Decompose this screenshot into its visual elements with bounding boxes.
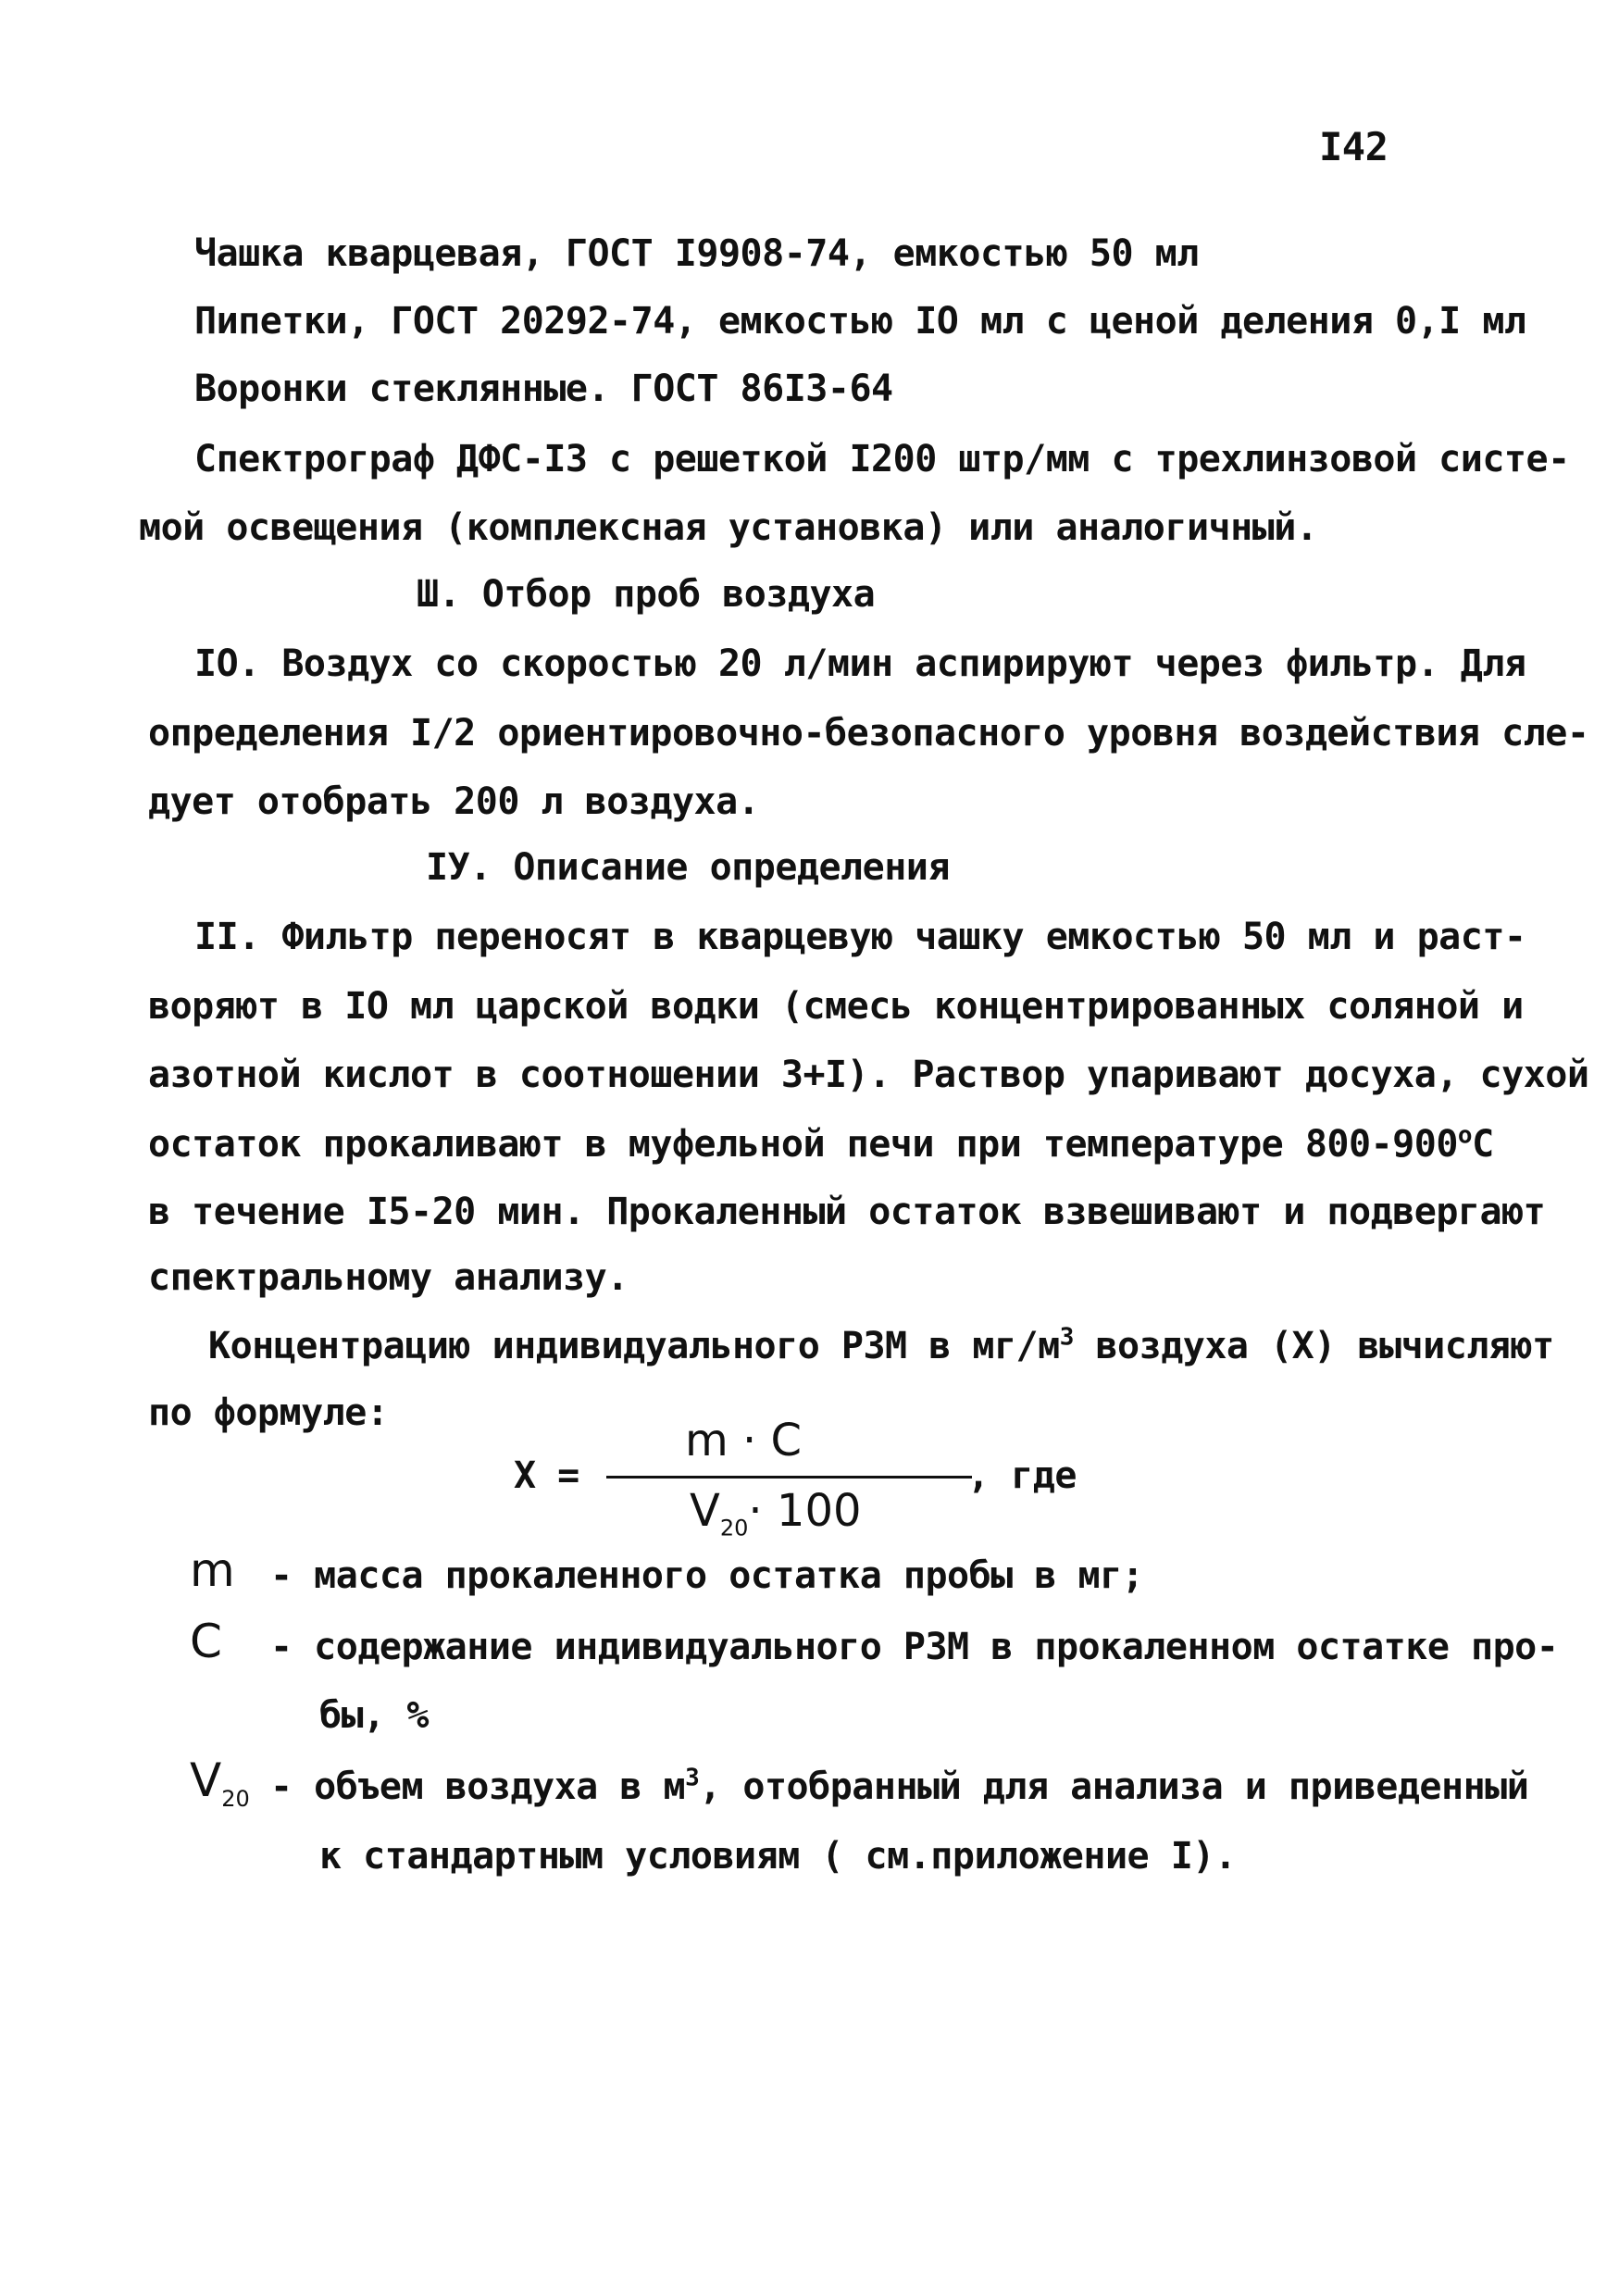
- equipment-line-4a: Спектрограф ДФС-I3 с решеткой I200 штр/мм с трехлинзовой систе-: [194, 438, 1570, 480]
- degree-sign: o: [1457, 1121, 1473, 1150]
- paragraph-10-line-3: дует отобрать 200 л воздуха.: [148, 780, 760, 823]
- equipment-line-4b: мой освещения (комплексная установка) или аналогичный.: [139, 506, 1318, 549]
- legend-v-symbol: [190, 1753, 250, 1812]
- legend-v-text-2: к стандартным условиям ( см.приложение I).: [319, 1835, 1237, 1878]
- concentration-line-2: по формуле:: [148, 1391, 389, 1434]
- paragraph-11-line-2: воряют в IO мл царской водки (смесь концентрированных соляной и: [148, 985, 1524, 1028]
- cubic-sup: 3: [1059, 1323, 1074, 1352]
- paragraph-10-line-1: IO. Воздух со скоростью 20 л/мин аспирируют через фильтр. Для: [194, 643, 1526, 685]
- v-text: - объем воздуха в м: [270, 1766, 686, 1808]
- paragraph-11-line-6: спектральному анализу.: [148, 1256, 629, 1299]
- legend-v-text-1: [270, 1765, 1528, 1809]
- conc-text-rest: воздуха (Х) вычисляют: [1073, 1325, 1554, 1367]
- temp-unit: C: [1472, 1123, 1494, 1166]
- paragraph-11-line-1: II. Фильтр переносят в кварцевую чашку емкостью 50 мл и раст-: [194, 916, 1526, 958]
- legend-c-text-1: - содержание индивидуального РЗМ в прокаленном остатке про-: [270, 1626, 1559, 1668]
- temp-text: остаток прокаливают в муфельной печи при температуре 800-900: [148, 1123, 1458, 1166]
- legend-c-text-2: бы, %: [319, 1694, 429, 1737]
- legend-c-symbol: C: [190, 1615, 222, 1668]
- v-cubic-sup: 3: [685, 1764, 700, 1792]
- section-3-heading: Ш. Отбор проб воздуха: [417, 573, 876, 616]
- paragraph-10-line-2: определения I/2 ориентировочно-безопасного уровня воздействия сле-: [148, 712, 1589, 755]
- paragraph-11-line-3: азотной кислот в соотношении 3+I). Раствор упаривают досуха, сухой: [148, 1054, 1589, 1096]
- legend-m-symbol: m: [190, 1543, 235, 1597]
- v-letter: V: [190, 1753, 222, 1807]
- v-text-rest: , отобранный для анализа и приведенный: [699, 1766, 1529, 1808]
- section-4-heading: IУ. Описание определения: [426, 846, 950, 889]
- v-sub: 20: [221, 1786, 250, 1812]
- legend-m-text: - масса прокаленного остатка пробы в мг;: [270, 1554, 1144, 1597]
- conc-text: Концентрацию индивидуального РЗМ в мг/м: [208, 1325, 1060, 1367]
- equipment-line-2: Пипетки, ГОСТ 20292-74, емкостью IO мл с ценой деления 0,I мл: [194, 300, 1526, 343]
- paragraph-11-line-5: в течение I5-20 мин. Прокаленный остаток взвешивают и подвергают: [148, 1191, 1546, 1233]
- formula-suffix: , где: [967, 1454, 1077, 1497]
- formula-numerator: m · C: [685, 1415, 803, 1466]
- paragraph-11-line-4: [148, 1122, 1494, 1167]
- page-number: I42: [1319, 124, 1389, 169]
- formula-denominator: [690, 1485, 862, 1541]
- denominator-v: V: [690, 1485, 720, 1537]
- denominator-sub: 20: [719, 1515, 749, 1541]
- equipment-line-1: Чашка кварцевая, ГОСТ I9908-74, емкостью 50 мл: [194, 232, 1199, 275]
- denominator-rest: · 100: [748, 1485, 862, 1537]
- concentration-line-1: [208, 1324, 1554, 1368]
- equipment-line-3: Воронки стеклянные. ГОСТ 86I3-64: [194, 368, 893, 410]
- formula-fraction-bar: [606, 1476, 972, 1479]
- formula-lhs: Х =: [514, 1454, 579, 1497]
